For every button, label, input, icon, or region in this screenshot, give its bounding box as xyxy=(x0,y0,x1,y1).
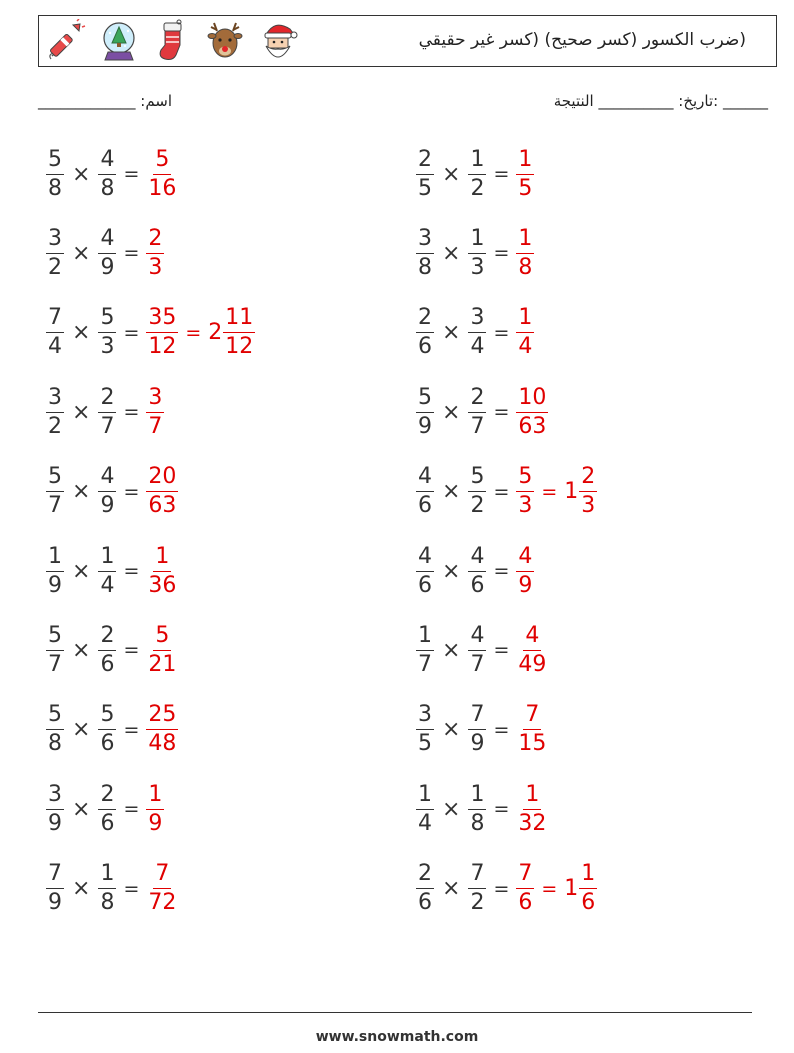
answer-fraction xyxy=(516,781,548,836)
first-operand-numerator: 3 xyxy=(416,228,434,254)
problem-row xyxy=(46,779,164,839)
first-operand-fraction xyxy=(46,704,64,755)
first-operand-numerator: 2 xyxy=(416,307,434,333)
answer-denominator: 49 xyxy=(518,651,547,677)
problem-row xyxy=(416,620,548,680)
equals-sign: = xyxy=(123,639,140,662)
problem-row xyxy=(46,144,178,204)
first-operand-fraction xyxy=(46,781,64,836)
times-sign: × xyxy=(442,399,461,425)
second-operand-numerator: 2 xyxy=(98,784,116,810)
second-operand-fraction xyxy=(468,781,486,836)
second-operand-fraction xyxy=(98,863,116,914)
answer-denominator: 3 xyxy=(148,254,163,280)
answer-fraction xyxy=(146,307,178,358)
second-operand-fraction xyxy=(468,622,486,677)
first-operand-fraction xyxy=(416,466,434,517)
first-operand-numerator: 7 xyxy=(46,307,64,333)
christmas-stocking-icon xyxy=(151,19,193,63)
answer-numerator: 3 xyxy=(146,387,164,413)
answer-numerator: 1 xyxy=(153,546,171,572)
first-operand-numerator: 5 xyxy=(46,149,64,175)
times-sign: × xyxy=(72,876,91,902)
second-operand-fraction xyxy=(98,307,116,358)
first-operand-denominator: 8 xyxy=(418,254,432,280)
times-sign: × xyxy=(72,240,91,266)
times-sign: × xyxy=(442,161,461,187)
firework-rocket-icon xyxy=(45,19,87,63)
second-operand-fraction xyxy=(98,466,116,517)
equals-sign: = xyxy=(541,480,558,503)
first-operand-denominator: 6 xyxy=(418,493,432,519)
equals-sign: = xyxy=(493,877,510,900)
second-operand-denominator: 4 xyxy=(100,572,115,598)
first-operand-denominator: 5 xyxy=(418,175,432,201)
first-operand-denominator: 8 xyxy=(48,175,62,201)
first-operand-fraction xyxy=(416,225,434,280)
problem-row xyxy=(416,303,534,363)
answer-denominator: 48 xyxy=(148,731,177,757)
first-operand-numerator: 1 xyxy=(416,784,434,810)
answer xyxy=(146,307,255,358)
answer-denominator: 21 xyxy=(148,651,177,677)
answer-denominator: 5 xyxy=(518,175,533,201)
answer-fraction xyxy=(516,543,534,598)
equals-sign: = xyxy=(123,560,140,582)
second-operand-fraction xyxy=(468,543,486,598)
answer-denominator: 16 xyxy=(148,175,177,201)
first-operand-denominator: 9 xyxy=(418,413,432,439)
answer-denominator: 32 xyxy=(518,810,547,836)
equals-sign: = xyxy=(185,321,202,344)
second-operand-numerator: 4 xyxy=(98,466,116,492)
first-operand-denominator: 7 xyxy=(48,493,62,519)
first-operand-numerator: 3 xyxy=(46,784,64,810)
second-operand-numerator: 1 xyxy=(468,149,486,175)
answer xyxy=(146,704,178,755)
problem-row xyxy=(46,382,164,442)
times-sign: × xyxy=(72,399,91,425)
mixed-answer-denominator: 3 xyxy=(581,493,596,519)
first-operand-denominator: 7 xyxy=(418,651,432,677)
answer-denominator: 4 xyxy=(518,334,533,360)
first-operand-fraction xyxy=(416,307,434,358)
answer-fraction xyxy=(146,146,178,201)
times-sign: × xyxy=(72,479,91,505)
problem-row xyxy=(416,859,597,919)
equals-sign: = xyxy=(123,401,140,424)
first-operand-numerator: 7 xyxy=(46,863,64,889)
second-operand-fraction xyxy=(468,704,486,755)
second-operand-fraction xyxy=(468,466,486,517)
times-sign: × xyxy=(442,240,461,266)
mixed-answer-fraction xyxy=(579,863,597,914)
answer-numerator: 20 xyxy=(146,466,178,492)
answer-fraction xyxy=(516,225,534,280)
second-operand-numerator: 2 xyxy=(98,387,116,413)
problem-row xyxy=(416,462,597,522)
answer xyxy=(516,384,548,439)
answer-fraction xyxy=(146,704,178,755)
problem-row xyxy=(46,541,178,601)
answer-numerator: 1 xyxy=(516,307,534,333)
first-operand-denominator: 6 xyxy=(418,890,432,916)
equals-sign: = xyxy=(123,163,140,185)
answer xyxy=(146,146,178,201)
answer-numerator: 10 xyxy=(516,387,548,413)
answer-numerator: 5 xyxy=(153,149,171,175)
answer-fraction xyxy=(146,781,164,836)
answer-fraction xyxy=(516,704,548,755)
times-sign: × xyxy=(442,320,461,346)
first-operand-numerator: 3 xyxy=(46,228,64,254)
answer-numerator: 4 xyxy=(523,625,541,651)
answer-numerator: 35 xyxy=(146,307,178,333)
mixed-answer-numerator: 2 xyxy=(579,466,597,492)
first-operand-numerator: 5 xyxy=(46,466,64,492)
first-operand-denominator: 6 xyxy=(418,334,432,360)
first-operand-numerator: 1 xyxy=(46,546,64,572)
answer-fraction xyxy=(516,466,534,517)
second-operand-denominator: 7 xyxy=(470,651,485,677)
second-operand-denominator: 3 xyxy=(100,334,115,360)
answer xyxy=(516,781,548,836)
equals-sign: = xyxy=(493,639,510,662)
second-operand-numerator: 4 xyxy=(468,625,486,651)
worksheet-title: (ضرب الكسور (كسر صحيح) (كسر غير حقيقي xyxy=(418,30,746,50)
problem-row xyxy=(46,700,178,760)
first-operand-denominator: 5 xyxy=(418,731,432,757)
answer xyxy=(146,863,178,914)
answer xyxy=(516,863,597,914)
second-operand-denominator: 6 xyxy=(100,651,115,677)
name-field: اسم: _____________ xyxy=(38,92,173,110)
answer-numerator: 25 xyxy=(146,704,178,730)
times-sign: × xyxy=(72,320,91,346)
second-operand-fraction xyxy=(98,384,116,439)
problem-row xyxy=(416,779,548,839)
second-operand-denominator: 8 xyxy=(100,890,115,916)
second-operand-denominator: 6 xyxy=(100,731,115,757)
answer-fraction xyxy=(146,622,178,677)
second-operand-denominator: 8 xyxy=(470,810,485,836)
equals-sign: = xyxy=(493,560,510,582)
mixed-whole-number: 1 xyxy=(564,876,579,902)
answer xyxy=(516,307,534,358)
first-operand-denominator: 2 xyxy=(48,254,62,280)
first-operand-denominator: 2 xyxy=(48,413,62,439)
answer-numerator: 1 xyxy=(146,784,164,810)
first-operand-fraction xyxy=(416,146,434,201)
second-operand-numerator: 4 xyxy=(98,228,116,254)
answer-fraction xyxy=(146,225,164,280)
times-sign: × xyxy=(72,717,91,743)
answer-denominator: 8 xyxy=(518,254,533,280)
problem-row xyxy=(416,700,548,760)
first-operand-denominator: 9 xyxy=(48,890,62,916)
times-sign: × xyxy=(442,479,461,505)
answer-fraction xyxy=(146,384,164,439)
answer xyxy=(516,225,534,280)
answer-denominator: 3 xyxy=(518,493,533,519)
footer-divider xyxy=(38,1012,752,1013)
answer-denominator: 63 xyxy=(148,493,177,519)
answer-fraction xyxy=(516,863,534,914)
second-operand-fraction xyxy=(98,146,116,201)
times-sign: × xyxy=(72,161,91,187)
second-operand-denominator: 4 xyxy=(470,334,485,360)
problem-row xyxy=(46,462,178,522)
first-operand-fraction xyxy=(416,543,434,598)
footer-url: www.snowmath.com xyxy=(315,1029,479,1045)
second-operand-numerator: 1 xyxy=(468,784,486,810)
mixed-whole-number: 2 xyxy=(208,320,223,346)
first-operand-denominator: 6 xyxy=(418,572,432,598)
answer-denominator: 9 xyxy=(148,810,163,836)
first-operand-fraction xyxy=(46,225,64,280)
equals-sign: = xyxy=(123,718,140,741)
times-sign: × xyxy=(72,558,91,584)
mixed-answer-denominator: 6 xyxy=(581,890,596,916)
second-operand-fraction xyxy=(98,781,116,836)
first-operand-numerator: 3 xyxy=(46,387,64,413)
first-operand-fraction xyxy=(416,384,434,439)
second-operand-numerator: 4 xyxy=(468,546,486,572)
equals-sign: = xyxy=(493,321,510,344)
first-operand-denominator: 8 xyxy=(48,731,62,757)
first-operand-fraction xyxy=(46,543,64,598)
equals-sign: = xyxy=(123,480,140,503)
answer-denominator: 15 xyxy=(518,731,547,757)
answer-denominator: 9 xyxy=(518,572,533,598)
answer-numerator: 2 xyxy=(146,228,164,254)
answer xyxy=(516,543,534,598)
first-operand-fraction xyxy=(46,466,64,517)
snow-globe-icon xyxy=(98,19,140,63)
answer-numerator: 1 xyxy=(516,228,534,254)
second-operand-numerator: 1 xyxy=(98,546,116,572)
first-operand-numerator: 5 xyxy=(46,704,64,730)
answer-numerator: 1 xyxy=(523,784,541,810)
second-operand-numerator: 5 xyxy=(468,466,486,492)
answer-numerator: 7 xyxy=(523,704,541,730)
second-operand-denominator: 9 xyxy=(100,493,115,519)
mixed-answer-numerator: 1 xyxy=(579,863,597,889)
second-operand-numerator: 1 xyxy=(468,228,486,254)
first-operand-numerator: 4 xyxy=(416,466,434,492)
first-operand-denominator: 4 xyxy=(418,810,432,836)
second-operand-denominator: 9 xyxy=(100,254,115,280)
equals-sign: = xyxy=(493,798,510,821)
answer xyxy=(516,466,597,517)
first-operand-fraction xyxy=(46,863,64,914)
second-operand-denominator: 2 xyxy=(470,175,485,201)
second-operand-denominator: 7 xyxy=(100,413,115,439)
second-operand-denominator: 7 xyxy=(470,413,485,439)
answer xyxy=(146,543,178,598)
second-operand-numerator: 3 xyxy=(468,307,486,333)
header-icons xyxy=(45,19,299,63)
equals-sign: = xyxy=(493,242,510,265)
second-operand-denominator: 2 xyxy=(470,493,485,519)
times-sign: × xyxy=(442,717,461,743)
problem-row xyxy=(46,620,178,680)
answer xyxy=(516,622,548,677)
mixed-whole-number: 1 xyxy=(564,479,579,505)
second-operand-denominator: 8 xyxy=(100,175,115,201)
equals-sign: = xyxy=(493,718,510,741)
second-operand-denominator: 6 xyxy=(100,810,115,836)
answer xyxy=(146,622,178,677)
first-operand-denominator: 7 xyxy=(48,651,62,677)
answer xyxy=(146,225,164,280)
mixed-answer-fraction xyxy=(223,307,255,358)
second-operand-numerator: 1 xyxy=(98,863,116,889)
second-operand-numerator: 5 xyxy=(98,307,116,333)
first-operand-numerator: 2 xyxy=(416,863,434,889)
times-sign: × xyxy=(72,637,91,663)
equals-sign: = xyxy=(493,401,510,424)
answer-numerator: 4 xyxy=(516,546,534,572)
second-operand-fraction xyxy=(468,146,486,201)
first-operand-fraction xyxy=(416,622,434,677)
first-operand-numerator: 4 xyxy=(416,546,434,572)
times-sign: × xyxy=(72,796,91,822)
second-operand-fraction xyxy=(98,704,116,755)
times-sign: × xyxy=(442,796,461,822)
answer-numerator: 5 xyxy=(516,466,534,492)
answer-fraction xyxy=(146,543,178,598)
answer-denominator: 6 xyxy=(518,890,533,916)
second-operand-denominator: 9 xyxy=(470,731,485,757)
equals-sign: = xyxy=(123,798,140,821)
answer xyxy=(146,384,164,439)
answer-denominator: 63 xyxy=(518,413,547,439)
second-operand-numerator: 2 xyxy=(468,387,486,413)
second-operand-fraction xyxy=(468,225,486,280)
answer-denominator: 36 xyxy=(148,572,177,598)
answer-denominator: 12 xyxy=(148,334,177,360)
equals-sign: = xyxy=(541,877,558,900)
worksheet-header xyxy=(38,15,777,67)
santa-claus-icon xyxy=(257,19,299,63)
answer-denominator: 72 xyxy=(148,890,177,916)
mixed-answer-denominator: 12 xyxy=(225,334,254,360)
second-operand-fraction xyxy=(468,307,486,358)
first-operand-numerator: 3 xyxy=(416,704,434,730)
second-operand-fraction xyxy=(98,543,116,598)
first-operand-denominator: 9 xyxy=(48,572,62,598)
answer-numerator: 7 xyxy=(153,863,171,889)
first-operand-numerator: 5 xyxy=(416,387,434,413)
second-operand-denominator: 2 xyxy=(470,890,485,916)
mixed-answer-fraction xyxy=(579,466,597,517)
equals-sign: = xyxy=(493,163,510,185)
answer-numerator: 7 xyxy=(516,863,534,889)
second-operand-fraction xyxy=(98,225,116,280)
first-operand-numerator: 2 xyxy=(416,149,434,175)
second-operand-numerator: 2 xyxy=(98,625,116,651)
problem-row xyxy=(416,223,534,283)
equals-sign: = xyxy=(123,242,140,265)
second-operand-numerator: 7 xyxy=(468,704,486,730)
first-operand-fraction xyxy=(416,863,434,914)
first-operand-denominator: 4 xyxy=(48,334,62,360)
second-operand-fraction xyxy=(468,384,486,439)
equals-sign: = xyxy=(493,480,510,503)
answer-numerator: 5 xyxy=(153,625,171,651)
answer-fraction xyxy=(516,146,534,201)
problem-row xyxy=(416,541,534,601)
first-operand-numerator: 1 xyxy=(416,625,434,651)
mixed-answer-numerator: 11 xyxy=(223,307,255,333)
problem-row xyxy=(46,303,255,363)
answer-fraction xyxy=(516,384,548,439)
first-operand-fraction xyxy=(46,622,64,677)
answer-fraction xyxy=(146,466,178,517)
equals-sign: = xyxy=(123,877,140,900)
problem-row xyxy=(416,382,548,442)
date-score-field: ______ :تاريخ: __________ النتيجة xyxy=(553,92,768,110)
answer-fraction xyxy=(146,863,178,914)
second-operand-numerator: 4 xyxy=(98,149,116,175)
answer xyxy=(516,146,534,201)
problem-row xyxy=(416,144,534,204)
first-operand-fraction xyxy=(416,781,434,836)
second-operand-fraction xyxy=(98,622,116,677)
first-operand-denominator: 9 xyxy=(48,810,62,836)
times-sign: × xyxy=(442,637,461,663)
first-operand-fraction xyxy=(46,384,64,439)
first-operand-fraction xyxy=(46,146,64,201)
answer-fraction xyxy=(516,622,548,677)
second-operand-numerator: 7 xyxy=(468,863,486,889)
problem-row xyxy=(46,223,164,283)
second-operand-numerator: 5 xyxy=(98,704,116,730)
answer-denominator: 7 xyxy=(148,413,163,439)
times-sign: × xyxy=(442,558,461,584)
reindeer-icon xyxy=(204,19,246,63)
answer-fraction xyxy=(516,307,534,358)
first-operand-numerator: 5 xyxy=(46,625,64,651)
answer xyxy=(516,704,548,755)
times-sign: × xyxy=(442,876,461,902)
second-operand-denominator: 6 xyxy=(470,572,485,598)
first-operand-fraction xyxy=(416,704,434,755)
first-operand-fraction xyxy=(46,307,64,358)
second-operand-denominator: 3 xyxy=(470,254,485,280)
second-operand-fraction xyxy=(468,863,486,914)
answer-numerator: 1 xyxy=(516,149,534,175)
answer xyxy=(146,466,178,517)
answer xyxy=(146,781,164,836)
problem-row xyxy=(46,859,178,919)
equals-sign: = xyxy=(123,321,140,344)
